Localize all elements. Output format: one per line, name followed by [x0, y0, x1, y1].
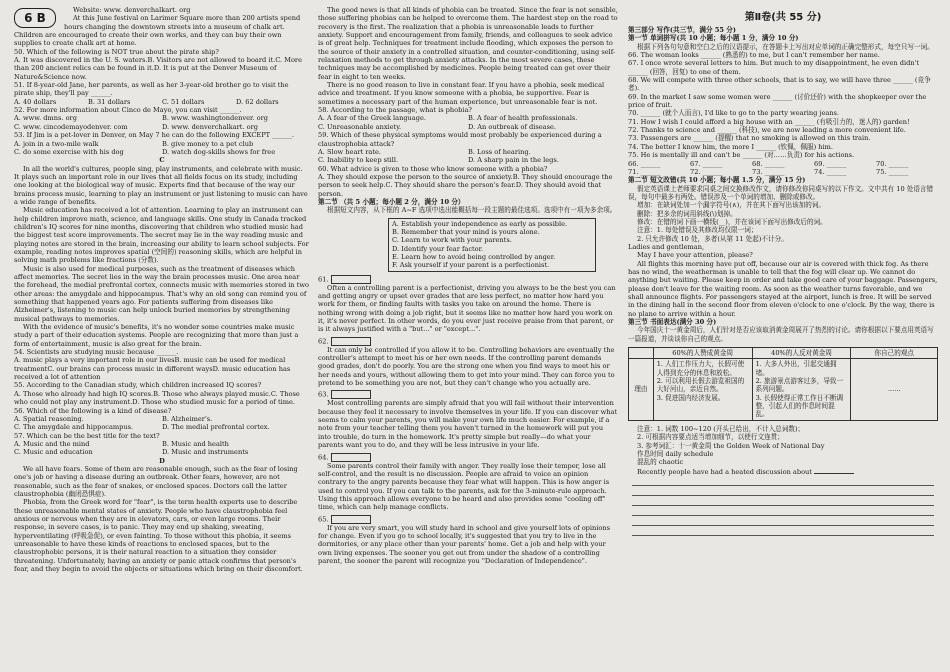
questions-58-60	[318, 106, 618, 198]
section-1-title: 第一节 单词拼写(共 10 小题；每小题 1 分，满分 10 分)	[628, 34, 799, 43]
answer-options	[318, 148, 618, 165]
section-2-title-right: 第二节 短文改错(共 10 小题；每小题 1.5 分，满分 15 分)	[628, 176, 806, 185]
answer-blank[interactable]: 66. ______	[628, 159, 661, 168]
paragraph-number-label: 62.	[318, 337, 329, 346]
note-line: 2. 可根据内容要点适当增加细节，以使行文连贯；	[637, 433, 784, 442]
column-middle	[318, 6, 618, 668]
answer-option[interactable]: A. Music and the mind	[14, 439, 90, 448]
part-three-title: 第三部分 写作(共三节，满分 55 分)	[628, 26, 737, 34]
question-stem: 55. According to the Canadian study, which children increased IQ scores?	[14, 381, 262, 390]
answer-option[interactable]: D. The medial prefrontal cortex.	[162, 423, 270, 432]
answer-options	[14, 440, 310, 457]
answer-option[interactable]: C. Those who could not play any instrument.	[14, 389, 300, 407]
writing-line[interactable]	[632, 506, 934, 516]
answer-option[interactable]: B. Visitors are not allowed to board it.	[147, 56, 276, 65]
passage-paragraph: We all have fears. Some of them are reasonable enough, such as the fear of losing one's job or having a disease during an outbreak. Other fears, however, are not reasonable, such as the fear of snakes, or enclosed spaces. Doctors call the latter claustrophobia (幽闭恐惧症).	[14, 464, 298, 498]
answer-blank[interactable]: 74. ______	[814, 167, 847, 176]
section-2-title: 第二节 （共 5 小题；每小题 2 分，满分 10 分）	[318, 197, 465, 206]
writing-line[interactable]	[632, 476, 934, 486]
question-stem: 57. Which can be the best title for the text?	[14, 431, 160, 440]
table-cell-own: ......	[851, 359, 938, 420]
paragraph-number	[318, 390, 618, 399]
answer-blank[interactable]: 71. ______	[628, 167, 661, 176]
writing-start-blank[interactable]	[814, 467, 854, 474]
writing-line[interactable]	[632, 526, 934, 536]
writing-points-table	[628, 347, 938, 421]
spelling-question: 74. The better I know him, the more I ______ (钦佩，佩服) him.	[628, 142, 834, 151]
answer-options	[14, 114, 310, 131]
questions-50-53	[14, 48, 310, 156]
instruction-line: 注意：1. 每处错误及其修改均仅限一词；	[637, 226, 758, 235]
answer-options	[14, 390, 310, 407]
answer-options	[14, 415, 310, 432]
spelling-question: 75. He is mentally ill and can't be ______ (对……负责) for his actions.	[628, 151, 855, 160]
writing-start-sentence: Recently people have had a heated discussion about	[628, 467, 938, 476]
error-correction-essay	[628, 243, 938, 318]
passage-paragraph: With the evidence of music's benefits, it's no wonder some countries make music study a part of their education systems. People are recognizing that more than just a form of entertainment, music is also great for the brain.	[14, 323, 299, 348]
answer-options	[14, 356, 310, 381]
box-option: E. Learn how to avoid being controlled by anger.	[392, 252, 556, 261]
answer-option[interactable]: A. www. dmns. org	[14, 114, 77, 123]
box-option: B. Remember that your mind is yours alone.	[392, 227, 540, 236]
answer-option[interactable]: C. Inability to keep still.	[318, 156, 399, 165]
answer-option[interactable]: B. give money to a pet club	[162, 139, 254, 148]
answer-option[interactable]: C. do some exercise with his dog	[14, 147, 124, 156]
table-row-label: 理由	[629, 359, 654, 420]
spelling-question: 70. ______ (就个人而言), I'd like to go to the party wearing jeans.	[628, 109, 840, 118]
paragraph-text: Most controlling parents are simply afraid that you will fail without their intervention because they feel it necessary to involve themselves in your life. If you can discover what seems to calm your parents, you will make your own life much easier. For example, if a note from your teacher telling them you haven't turned in the homework will put you into trouble, do turn in the homework. It's pretty simple but really—do what your parents want you to do, and they will be less intrusive in your life.	[318, 399, 618, 450]
table-header-own: 你自己的观点	[851, 348, 938, 359]
paragraph-text: It can only be controlled if you allow it to be. Controlling behaviors are eventually the controller's attempt to meet his or her own needs. If the controlling parent demands good grades, don't do poorly. You are the strong one when you find ways to meet his or her needs and yours, without allowing them to get into your mind. They can force you to pretend to be something you are not, but they can't change who you actually are.	[318, 345, 615, 388]
essay-line: All flights this morning have put off, because our air is covered with thick fog. As there has no wind, the weatherman is unable to tell that the fog will clear up. We cannot do anything but waiting. Please keep in order and take good care of your baggage. Passengers, please don't leave for the waiting room. As soon as the weather turns favorable, and we shall announce flights. For passengers stayed at the airport, lunch is free. It will be served in the dining hall in the second floor from eleven o'clock to one o'clock. By the way, there is no plane to arrive within a hour.	[628, 259, 938, 318]
section-3-title: 第三节 书面表达(满分 30 分)	[628, 318, 717, 327]
box-option: F. Ask yourself if your parent is a perfectionist.	[392, 261, 550, 270]
answer-option[interactable]: C. Music and education	[14, 448, 93, 457]
column-right	[628, 6, 938, 668]
answer-box[interactable]	[331, 337, 371, 346]
reason-con: 3. 长假使得正常工作日不断调整，引起人们的作息时间混乱。	[755, 393, 844, 419]
paragraph-number	[318, 275, 618, 284]
paragraphs-61-65	[318, 275, 618, 566]
part-two-title: 第Ⅱ卷(共 55 分)	[744, 12, 822, 23]
error-correction-instructions	[628, 185, 938, 243]
table-cell-pro	[653, 359, 752, 420]
answer-option[interactable]: D. watch dog-skills shows for free	[162, 147, 276, 156]
paragraph-text: Some parents control their family with anger. They really lose their temper, lose all self-control, and the result is no discussion. People are afraid to voice an opinion contrary to the angry parents because they fear what will happen. This is how anger is used to control you. If you can talk to the parents, ask for the 3-minute-rule approach. Using this approach allows everyone to be heard and also provides some "cooling off" time, which can help manage conflicts.	[318, 461, 610, 512]
question-stem: 52. For more information about Cinco de Mayo, you can visit ______.	[14, 106, 242, 115]
answer-option[interactable]: D. Those who studied music for a period of time.	[132, 398, 295, 407]
question-stem: 54. Scientists are studying music because ______.	[14, 348, 179, 357]
paragraph-number-label: 61.	[318, 275, 329, 284]
table-header-con: 40%的人反对黄金周	[752, 348, 851, 359]
passage-paragraph: The good news is that all kinds of phobia can be treated. Since the fear is not sensible, those suffering phobias can be helped to overcome them. The hardest step on the road to recovery is the first. The realization that a phobia is unreasonable leads to further anxiety. Support and encouragement from family, friends, and colleagues to seek advice is of great help. Techniques for treatment include flooding, which exposes the person to the source of their anxiety in a controlled situation, and counter-conditioning, using self-relaxation methods to get through anxiety attacks. In the most severe cases, these techniques may be accomplished by medicines. People being treated can get over their fear in eight to ten weeks.	[318, 6, 618, 81]
answer-blank[interactable]: 69. ______	[814, 159, 847, 168]
paragraph-text: Often a controlling parent is a perfectionist, driving you always to be the best you can and getting angry or upset over grades that are less perfect, no matter how hard you work for them, or finding faults with tasks you take on around the home. There is nothing wrong with doing a job right, but it seems like no matter how hard you work on it, it's never perfect. In other words, do you ever just receive praise from that parent, or is it always justified with a "but..." or "except...".	[318, 283, 616, 334]
answer-option[interactable]: B. www. washingtondenver. org	[162, 114, 268, 123]
writing-line[interactable]	[632, 516, 934, 526]
writing-line[interactable]	[632, 486, 934, 496]
writing-line[interactable]	[632, 496, 934, 506]
answer-option[interactable]: A. They should expose the person to the source of anxiety.	[318, 172, 513, 181]
answer-option[interactable]: B. They should encourage the person to seek help.	[318, 172, 613, 190]
answer-option[interactable]: A. A fear of the Greek language.	[318, 114, 426, 123]
spelling-question: 67. I once wrote several letters to him. But much to my disappointment, he even didn't ______ (回答，回复) to one of them.	[628, 59, 920, 76]
answer-option[interactable]: C. More than 200 ancient relics can be found in it.	[14, 56, 302, 73]
spelling-question: 72. Thanks to science and ______ (科技), we are now leading a more convenient life.	[628, 126, 906, 135]
answer-options	[318, 173, 618, 198]
answer-option[interactable]: B. A fear of health professionals.	[468, 114, 578, 123]
answer-option[interactable]: D. Music and instruments	[162, 448, 249, 457]
section-3-instructions: 今年国庆十一黄金周后，人们针对是否应该取消黄金周展开了热烈的讨论。请你根据以下要点用英语写一篇报道，并谈谈你自己的观点。	[628, 326, 934, 343]
answer-option[interactable]: A. It was discovered in the U. S. waters.	[14, 56, 148, 65]
answer-options	[318, 114, 618, 131]
question-stem: 51. If 8-year-old Jane, her parents, as well as her 3-year-old brother go to visit the pirate ship, they'll pay ______.	[14, 81, 289, 98]
note-line: 注意：1. 词数 100~120 (开头已给出，不计入总词数)；	[637, 424, 805, 433]
answer-box[interactable]	[331, 515, 371, 524]
paragraph-number	[318, 515, 618, 524]
table-corner	[629, 348, 654, 359]
answer-options	[14, 98, 310, 106]
spelling-question: 71. How I wish I could afford a big house with an ______ (有吸引力的，迷人的) garden!	[628, 117, 910, 126]
reason-con: 1. 大多人外出，引起交通拥堵。	[755, 360, 837, 377]
options-box	[388, 218, 596, 272]
answer-blank[interactable]: 67. ______	[690, 159, 723, 168]
reason-pro: 3. 促进国内经济发展。	[656, 393, 725, 402]
answer-option[interactable]: C. www. cincodemayodenver. com	[14, 122, 128, 131]
passage-paragraph: In all the world's cultures, people sing, play instruments, and celebrate with music. It plays such an important role in our lives that all fields focus on its study, including one looking at the biological way of music. Experts find that because of the way our brains process music, learning to play an instrument or just listening to music can have a wide range of benefits.	[14, 164, 308, 206]
spelling-question: 68. We will compete with three other schools, that is to say, we will have three ______ (竞争者).	[628, 76, 931, 93]
answer-option[interactable]: B. Alzheimer's.	[162, 414, 213, 423]
section-1-instructions: 根据下列各句句意和空白之后的汉语提示，在答题卡上写出对应单词的正确完整形式，每空只写一词。	[637, 42, 934, 51]
reason-pro: 2. 可以利用长假去游览祖国的大好河山，亲近自然。	[656, 377, 745, 394]
box-option: A. Establish your independence as early as possible.	[392, 219, 568, 228]
answer-option[interactable]: C. 51 dollars	[162, 97, 205, 106]
question-stem: 56. Which of the following is a kind of disease?	[14, 406, 172, 415]
answer-option[interactable]: B. 31 dollars	[88, 97, 131, 106]
paragraph-number-label: 63.	[318, 390, 329, 399]
question-stem: 53. If Jim is a pet-lover in Denver, on May 7 he can do the following EXCEPT ______.	[14, 131, 294, 140]
answer-option[interactable]: B. Loss of hearing.	[468, 147, 531, 156]
answer-option[interactable]: D. 62 dollars	[236, 97, 279, 106]
answer-option[interactable]: C. The amygdale and hippocampus.	[14, 423, 134, 432]
instruction-line: 2. 只允许修改 10 处，多者(从第 11 处起)不计分。	[637, 234, 788, 243]
passage-d-continued	[318, 6, 618, 106]
answer-option[interactable]: A. 40 dollars	[14, 97, 57, 106]
answer-option[interactable]: B. Those who always played music.	[153, 389, 271, 398]
passage-d	[14, 465, 310, 573]
answer-option[interactable]: A. music plays a very important role in our lives	[14, 356, 175, 365]
paragraph-number	[318, 337, 618, 346]
passage-paragraph: Website: www. denverchalkart. org	[73, 6, 191, 14]
answer-option[interactable]: A. Those who already had high IQ scores.	[14, 389, 154, 398]
instruction-line: 增加：在缺词处加一个漏字符号(∧)，并在其下面写出该加的词。	[637, 201, 826, 210]
passage-paragraph: There is no good reason to live in constant fear. If you have a phobia, seek medical advice and treatment. If you know someone with a phobia, be supportive. Fear is sometimes a necessary part of the human experience, but unreasonable fear is not.	[318, 81, 605, 106]
answer-options	[14, 140, 310, 157]
passage-paragraph: Phobia, from the Greek word for "fear", is the term health experts use to describe these unreasonable mental states of anxiety. People who have claustrophobia feel anxious or nervous when they are in elevators, cars, or even large rooms. Their response, in severe cases, is to panic. They may end up shaking, sweating, hyperventilating (呼吸急促), or even fainting. To those without this phobia, it seems unreasonable to have these kinds of reactions to enclosed spaces, but to the claustrophobic persons, it is their natural reaction to a situation they consider threatening. Unfortunately, having an anxiety or panic attack confirms that person's fear, and they begin to avoid the objects or situations which bring on their discomfort.	[14, 498, 303, 574]
answer-box[interactable]	[331, 275, 371, 284]
instruction-line: 假定英语课上老师要求同桌之间交换修改作文，请你修改你同桌写的以下作文。文中共有 10 处语言错误，每句中最多有两处。错误涉及一个单词的增加、删除或修改。	[628, 184, 934, 201]
passage-c	[14, 165, 310, 349]
box-option: C. Learn to work with your parents.	[392, 236, 512, 245]
spelling-question: 66. The woman looks ______ (熟悉的) to me, but I can't remember her name.	[628, 51, 880, 60]
table-cell-con	[752, 359, 851, 420]
paragraph-number-label: 64.	[318, 453, 329, 461]
answer-option[interactable]: A. join in a two-mile walk	[14, 139, 99, 148]
essay-line: May I have your attention, please?	[637, 251, 753, 260]
reason-con: 2. 旅游景点游客过多，导致一系列问题。	[755, 377, 844, 394]
answer-option[interactable]: D. It is put at the Denver Museum of Nature&Science now.	[14, 64, 277, 81]
answer-option[interactable]: C. They should share the person's fear.	[385, 181, 516, 190]
answer-option[interactable]: A. Slow heart rate.	[318, 147, 381, 156]
answer-option[interactable]: D. www. denverchalkart. org	[162, 122, 258, 131]
table-header-pro: 60%的人赞成黄金周	[653, 348, 752, 359]
answer-blank[interactable]: 75. ______	[876, 167, 909, 176]
answer-option[interactable]: A. Spatial reasoning.	[14, 414, 84, 423]
answer-option[interactable]: D. music education has received a lot of attention	[14, 364, 291, 382]
question-stem: 59. Which of these physical symptoms would most probably be experienced during a claustrophobia attack?	[318, 131, 602, 148]
answer-blank[interactable]: 73. ______	[752, 167, 785, 176]
spelling-question: 73. Passengers are ______ (提醒) that no smoking is allowed on this train.	[628, 134, 871, 143]
passage-paragraph: At this June festival on Larimer Square more than 200 artists spend hours changing the downtown streets into a museum of chalk art. Children are encouraged to create their own works, and they can buy their own supplies to create chalk art at home.	[14, 14, 301, 48]
answer-option[interactable]: B. Music and health	[162, 439, 229, 448]
answer-blank[interactable]: 72. ______	[690, 167, 723, 176]
answer-option[interactable]: D. A sharp pain in the legs.	[468, 156, 559, 165]
question-stem: 50. Which of the following is NOT true about the pirate ship?	[14, 47, 219, 56]
spelling-question: 69. In the market I saw some women were ______ (讨价还价) with the shopkeeper over the price of fruit.	[628, 92, 927, 110]
writing-notes	[628, 425, 938, 467]
questions-54-57	[14, 348, 310, 456]
note-line: 混乱的 chaotic	[637, 458, 684, 467]
question-stem: 58. According to the passage, what is phobia?	[318, 106, 472, 115]
paragraph-text: If you are very smart, you will study hard in school and give yourself lots of opinions for change. Even if you go to school locally, it's suggested that you try to live in the dormitories, or any place other than your parents' home. Get a job and help with your own living expenses. The sooner you get out from under the shadow of a controlling parent, the sooner the parent will recognize you "Declaration of Independence".	[318, 523, 610, 565]
answer-blank[interactable]: 70. ______	[876, 159, 909, 168]
answer-options	[14, 56, 310, 81]
answer-option[interactable]: C. Unreasonable anxiety.	[318, 122, 402, 131]
paragraph-number	[318, 453, 618, 462]
section-heading-d: D	[159, 456, 165, 465]
note-line: 3. 参考词汇：十一黄金周 the Golden Week of National Day	[637, 441, 825, 450]
passage-b-intro	[14, 6, 310, 48]
reason-pro: 1. 人们工作压力大，长假可使人得到充分的休息和放松。	[656, 360, 745, 377]
answer-blank[interactable]: 68. ______	[752, 159, 785, 168]
box-option: D. Identify your fear factor.	[392, 244, 484, 253]
answer-option[interactable]: D. An outbreak of disease.	[468, 122, 556, 131]
instruction-line: 修改：在错的词下画一横线(__)，并在该词下面写出修改后的词。	[637, 217, 827, 226]
note-line: 作息时间 daily schedule	[637, 449, 714, 458]
answer-option[interactable]: B. music can be used for medical treatment	[14, 356, 286, 373]
word-spelling-questions	[628, 51, 938, 159]
answer-blanks-66-70	[628, 160, 938, 168]
answer-option[interactable]: C. our brains can process music in different ways	[47, 364, 213, 373]
section-heading-c: C	[159, 156, 165, 165]
passage-paragraph: Music education has received a lot of attention. Learning to play an instrument can help children improve math, science, and language skills. One study in Canada tracked children's IQ scores for nine months, discovering that children who studied music had the biggest test score improvements. The secret may lie in the way reading music and playing notes are stored in the brain, increasing our ability to learn school subjects. For example, reading notes improves spatial (空间的) reasoning skills, which are helpful in solving math problems like fractions (分数).	[14, 206, 309, 265]
column-left	[14, 6, 310, 668]
page-badge: 6 B	[14, 8, 56, 28]
instruction-line: 删除：把多余的词用斜线(\)划掉。	[637, 209, 737, 218]
section-2-instructions: 根据短文内容，从下框的 A~F 选项中选出能概括每一段主题的最佳选项。选项中有一项为多余项。	[327, 206, 617, 215]
question-stem: 60. What advice is given to those who know someone with a phobia?	[318, 164, 548, 173]
passage-paragraph: Music is also used for medical purposes, such as the treatment of diseases which affect memories. The secret lies in the way the brain processes music. One area near the forehead, the medial prefrontal cortex, connects music with memories stored in two other areas: the amygdale and hippocampus. That's why an old song can remind you of something that happened years ago. For patients suffering from diseases like Alzheimer's, listening to music can help unlock buried memories by strengthening musical pathways to memories.	[14, 264, 310, 323]
answer-option[interactable]: D. They should avoid that person.	[318, 181, 602, 198]
answer-blanks-71-75	[628, 168, 938, 176]
paragraph-number-label: 65.	[318, 515, 329, 524]
answer-box[interactable]	[331, 453, 371, 462]
answer-box[interactable]	[331, 390, 371, 399]
essay-line: Ladies and gentleman,	[628, 242, 705, 251]
